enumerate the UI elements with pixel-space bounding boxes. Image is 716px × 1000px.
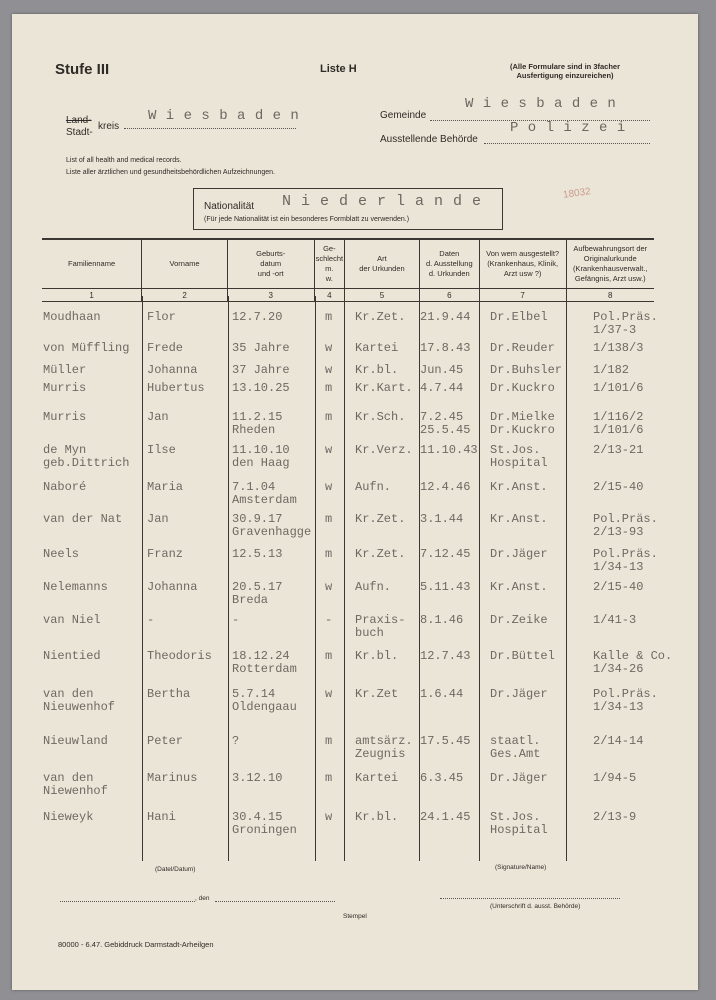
column-header-geburt: Geburts- datum und -ort — [227, 239, 314, 289]
column-number: 6 — [419, 289, 479, 302]
behoerde-label: Ausstellende Behörde — [380, 134, 478, 145]
cell-sex: w — [325, 810, 333, 824]
column-number: 4 — [314, 289, 345, 302]
footer-place-line — [60, 901, 195, 902]
cell-geb: ? — [232, 734, 240, 748]
cell-vorname: Franz — [147, 547, 184, 561]
cell-von: Dr.Buhsler — [490, 363, 563, 377]
cell-name: von Müffling — [43, 341, 130, 355]
kreis-value: W i e s b a d e n — [148, 108, 300, 124]
cell-von: Dr.Jäger — [490, 687, 548, 701]
list-title-en: List of all health and medical records. — [66, 157, 182, 164]
column-number: 5 — [345, 289, 420, 302]
nationality-label: Nationalität — [204, 201, 255, 212]
footer-den-label: , den — [195, 895, 210, 902]
kreis-line — [124, 128, 296, 129]
cell-datum: 5.11.43 — [420, 580, 471, 594]
column-number: 8 — [566, 289, 654, 302]
column-header-geschlecht: Ge- schlecht m. w. — [314, 239, 345, 289]
cell-geb: 30.4.15 Groningen — [232, 810, 297, 837]
cell-geb: 37 Jahre — [232, 363, 290, 377]
footer-stamp-label: Stempel — [343, 913, 367, 920]
cell-geb: 20.5.17 Breda — [232, 580, 283, 607]
cell-datum: 11.10.43 — [420, 443, 478, 457]
cell-geb: 35 Jahre — [232, 341, 290, 355]
cell-ort: 2/13-21 — [593, 443, 644, 457]
cell-name: Nieweyk — [43, 810, 94, 824]
cell-ort: Pol.Präs. 1/34-13 — [593, 687, 658, 714]
cell-sex: m — [325, 771, 333, 785]
cell-ort: Pol.Präs. 1/37-3 — [593, 310, 658, 337]
cell-datum: 24.1.45 — [420, 810, 471, 824]
cell-art: Kr.Zet. — [355, 310, 406, 324]
cell-von: Dr.Zeike — [490, 613, 548, 627]
cell-vorname: Jan — [147, 512, 169, 526]
form-copies-note — [490, 62, 640, 80]
kreis-label-land: Land- — [66, 115, 92, 126]
cell-sex: w — [325, 443, 333, 457]
cell-von: Kr.Anst. — [490, 512, 548, 526]
kreis-label: kreis — [98, 121, 120, 132]
handwritten-stamp-number: 18032 — [562, 186, 592, 201]
cell-datum: 8.1.46 — [420, 613, 464, 627]
cell-name: Murris — [43, 381, 87, 395]
records-table-header — [42, 238, 654, 302]
cell-von: Dr.Jäger — [490, 547, 548, 561]
column-header-daten: Daten d. Ausstellung d. Urkunden — [419, 239, 479, 289]
cell-ort: 2/15-40 — [593, 580, 644, 594]
cell-vorname: Marinus — [147, 771, 198, 785]
form-copies-note-line2: Ausfertigung einzureichen) — [516, 71, 614, 80]
cell-von: Dr.Elbel — [490, 310, 548, 324]
cell-vorname: Frede — [147, 341, 184, 355]
cell-art: Kr.Zet — [355, 687, 399, 701]
cell-geb: 13.10.25 — [232, 381, 290, 395]
behoerde-line — [484, 143, 650, 144]
column-rule — [566, 296, 567, 861]
cell-datum: 12.7.43 — [420, 649, 471, 663]
cell-datum: Jun.45 — [420, 363, 464, 377]
column-number: 2 — [142, 289, 228, 302]
cell-vorname: Ilse — [147, 443, 176, 457]
cell-vorname: Johanna — [147, 363, 198, 377]
footer-print-note: 80000 - 6.47. Gebiddruck Darmstadt-Arheilgen — [58, 940, 214, 949]
cell-sex: m — [325, 512, 333, 526]
gemeinde-value: W i e s b a d e n — [465, 96, 617, 112]
cell-ort: Pol.Präs. 2/13-93 — [593, 512, 658, 539]
cell-geb: 12.7.20 — [232, 310, 283, 324]
cell-sex: m — [325, 734, 333, 748]
cell-datum: 3.1.44 — [420, 512, 464, 526]
cell-von: Dr.Jäger — [490, 771, 548, 785]
cell-datum: 17.5.45 — [420, 734, 471, 748]
column-header-aussteller: Von wem ausgestellt? (Krankenhaus, Klinik, Arzt usw ?) — [479, 239, 566, 289]
cell-name: de Myn geb.Dittrich — [43, 443, 130, 470]
cell-von: Kr.Anst. — [490, 480, 548, 494]
behoerde-value: P o l i z e i — [510, 120, 626, 136]
cell-geb: 11.2.15 Rheden — [232, 410, 283, 437]
column-number: 7 — [479, 289, 566, 302]
cell-name: Naboré — [43, 480, 87, 494]
form-copies-note-line1: (Alle Formulare sind in 3facher — [509, 62, 621, 71]
cell-sex: m — [325, 649, 333, 663]
cell-geb: 18.12.24 Rotterdam — [232, 649, 297, 676]
cell-ort: 1/138/3 — [593, 341, 644, 355]
column-rule — [315, 296, 316, 861]
cell-art: Kr.bl. — [355, 363, 399, 377]
cell-datum: 7.2.45 25.5.45 — [420, 410, 471, 437]
column-header-row — [42, 239, 654, 289]
cell-sex: m — [325, 547, 333, 561]
cell-art: Kr.Zet. — [355, 547, 406, 561]
nationality-value: N i e d e r l a n d e — [282, 193, 482, 210]
footer-date-line — [215, 901, 335, 902]
cell-art: Kartei — [355, 341, 399, 355]
cell-name: van den Nieuwenhof — [43, 687, 116, 714]
column-header-familienname: Familienname — [68, 259, 116, 268]
cell-name: Nieuwland — [43, 734, 108, 748]
cell-geb: 3.12.10 — [232, 771, 283, 785]
cell-vorname: Bertha — [147, 687, 191, 701]
kreis-label-stadt: Stadt- — [66, 127, 93, 138]
footer-signature-label: (Signature/Name) — [495, 864, 547, 871]
cell-vorname: Maria — [147, 480, 184, 494]
cell-name: Moudhaan — [43, 310, 101, 324]
column-header-aufbewahrung: Aufbewahrungsort der Originalurkunde (Krankenhausverwalt., Gefängnis, Arzt usw.) — [566, 239, 654, 289]
cell-vorname: Jan — [147, 410, 169, 424]
cell-art: Kr.Verz. — [355, 443, 413, 457]
cell-vorname: Flor — [147, 310, 176, 324]
cell-vorname: Theodoris — [147, 649, 212, 663]
cell-sex: w — [325, 580, 333, 594]
nationality-box — [193, 188, 503, 230]
cell-art: Kartei — [355, 771, 399, 785]
cell-von: St.Jos. Hospital — [490, 443, 548, 470]
cell-art: Praxis- buch — [355, 613, 406, 640]
cell-art: Aufn. — [355, 580, 392, 594]
cell-geb: 7.1.04 Amsterdam — [232, 480, 297, 507]
nationality-note: (Für jede Nationalität ist ein besonderes Formblatt zu verwenden.) — [204, 216, 410, 223]
cell-geb: 12.5.13 — [232, 547, 283, 561]
form-stage-title: Stufe III — [55, 61, 110, 78]
cell-von: staatl. Ges.Amt — [490, 734, 541, 761]
cell-sex: w — [325, 480, 333, 494]
column-rule — [228, 296, 229, 861]
cell-datum: 1.6.44 — [420, 687, 464, 701]
column-header-vorname: Vorname — [142, 239, 228, 289]
cell-sex: w — [325, 363, 333, 377]
cell-art: Aufn. — [355, 480, 392, 494]
cell-ort: 1/116/2 1/101/6 — [593, 410, 644, 437]
cell-name: Nientied — [43, 649, 101, 663]
cell-datum: 17.8.43 — [420, 341, 471, 355]
cell-name: Nelemanns — [43, 580, 108, 594]
cell-datum: 6.3.45 — [420, 771, 464, 785]
cell-von: Dr.Kuckro — [490, 381, 555, 395]
cell-ort: 2/13-9 — [593, 810, 637, 824]
cell-sex: w — [325, 687, 333, 701]
cell-art: Kr.Sch. — [355, 410, 406, 424]
cell-von: Kr.Anst. — [490, 580, 548, 594]
cell-sex: m — [325, 381, 333, 395]
column-number: 3 — [227, 289, 314, 302]
cell-datum: 4.7.44 — [420, 381, 464, 395]
cell-geb: 5.7.14 Oldengaau — [232, 687, 297, 714]
column-rule — [479, 296, 480, 861]
footer-signature-line — [440, 898, 620, 899]
cell-vorname: - — [147, 613, 155, 627]
footer-authority-signature-label: (Unterschrift d. ausst. Behörde) — [490, 903, 581, 910]
cell-ort: 1/94-5 — [593, 771, 637, 785]
cell-art: Kr.Zet. — [355, 512, 406, 526]
column-number-row — [42, 289, 654, 302]
column-rule — [142, 296, 143, 861]
cell-datum: 7.12.45 — [420, 547, 471, 561]
cell-ort: 1/101/6 — [593, 381, 644, 395]
cell-ort: 1/41-3 — [593, 613, 637, 627]
cell-art: Kr.bl. — [355, 649, 399, 663]
cell-vorname: Hani — [147, 810, 176, 824]
cell-ort: 2/15-40 — [593, 480, 644, 494]
cell-ort: 1/182 — [593, 363, 630, 377]
cell-name: Neels — [43, 547, 80, 561]
cell-sex: m — [325, 310, 333, 324]
cell-sex: - — [325, 613, 333, 627]
column-header-art: Art der Urkunden — [345, 239, 420, 289]
cell-name: van der Nat — [43, 512, 123, 526]
cell-vorname: Hubertus — [147, 381, 205, 395]
cell-ort: 2/14-14 — [593, 734, 644, 748]
cell-von: Dr.Reuder — [490, 341, 555, 355]
list-title-de: Liste aller ärztlichen und gesundheitsbehördlichen Aufzeichnungen. — [66, 169, 275, 176]
column-number: 1 — [42, 289, 142, 302]
cell-ort: Kalle & Co. 1/34-26 — [593, 649, 673, 676]
cell-geb: 30.9.17 Gravenhagge — [232, 512, 312, 539]
cell-name: van den Niewenhof — [43, 771, 108, 798]
cell-von: St.Jos. Hospital — [490, 810, 548, 837]
cell-name: Müller — [43, 363, 87, 377]
footer-date-label: (Datel/Datum) — [155, 866, 196, 873]
cell-sex: w — [325, 341, 333, 355]
cell-von: Dr.Mielke Dr.Kuckro — [490, 410, 555, 437]
column-rule — [344, 296, 345, 861]
cell-ort: Pol.Präs. 1/34-13 — [593, 547, 658, 574]
cell-geb: 11.10.10 den Haag — [232, 443, 290, 470]
cell-art: Kr.bl. — [355, 810, 399, 824]
cell-datum: 21.9.44 — [420, 310, 471, 324]
cell-sex: m — [325, 410, 333, 424]
cell-art: Kr.Kart. — [355, 381, 413, 395]
cell-vorname: Johanna — [147, 580, 198, 594]
cell-name: Murris — [43, 410, 87, 424]
cell-datum: 12.4.46 — [420, 480, 471, 494]
cell-vorname: Peter — [147, 734, 184, 748]
gemeinde-label: Gemeinde — [380, 110, 427, 121]
cell-name: van Niel — [43, 613, 101, 627]
cell-von: Dr.Büttel — [490, 649, 555, 663]
cell-art: amtsärz. Zeugnis — [355, 734, 413, 761]
cell-geb: - — [232, 613, 240, 627]
form-list-title: Liste H — [320, 63, 357, 75]
